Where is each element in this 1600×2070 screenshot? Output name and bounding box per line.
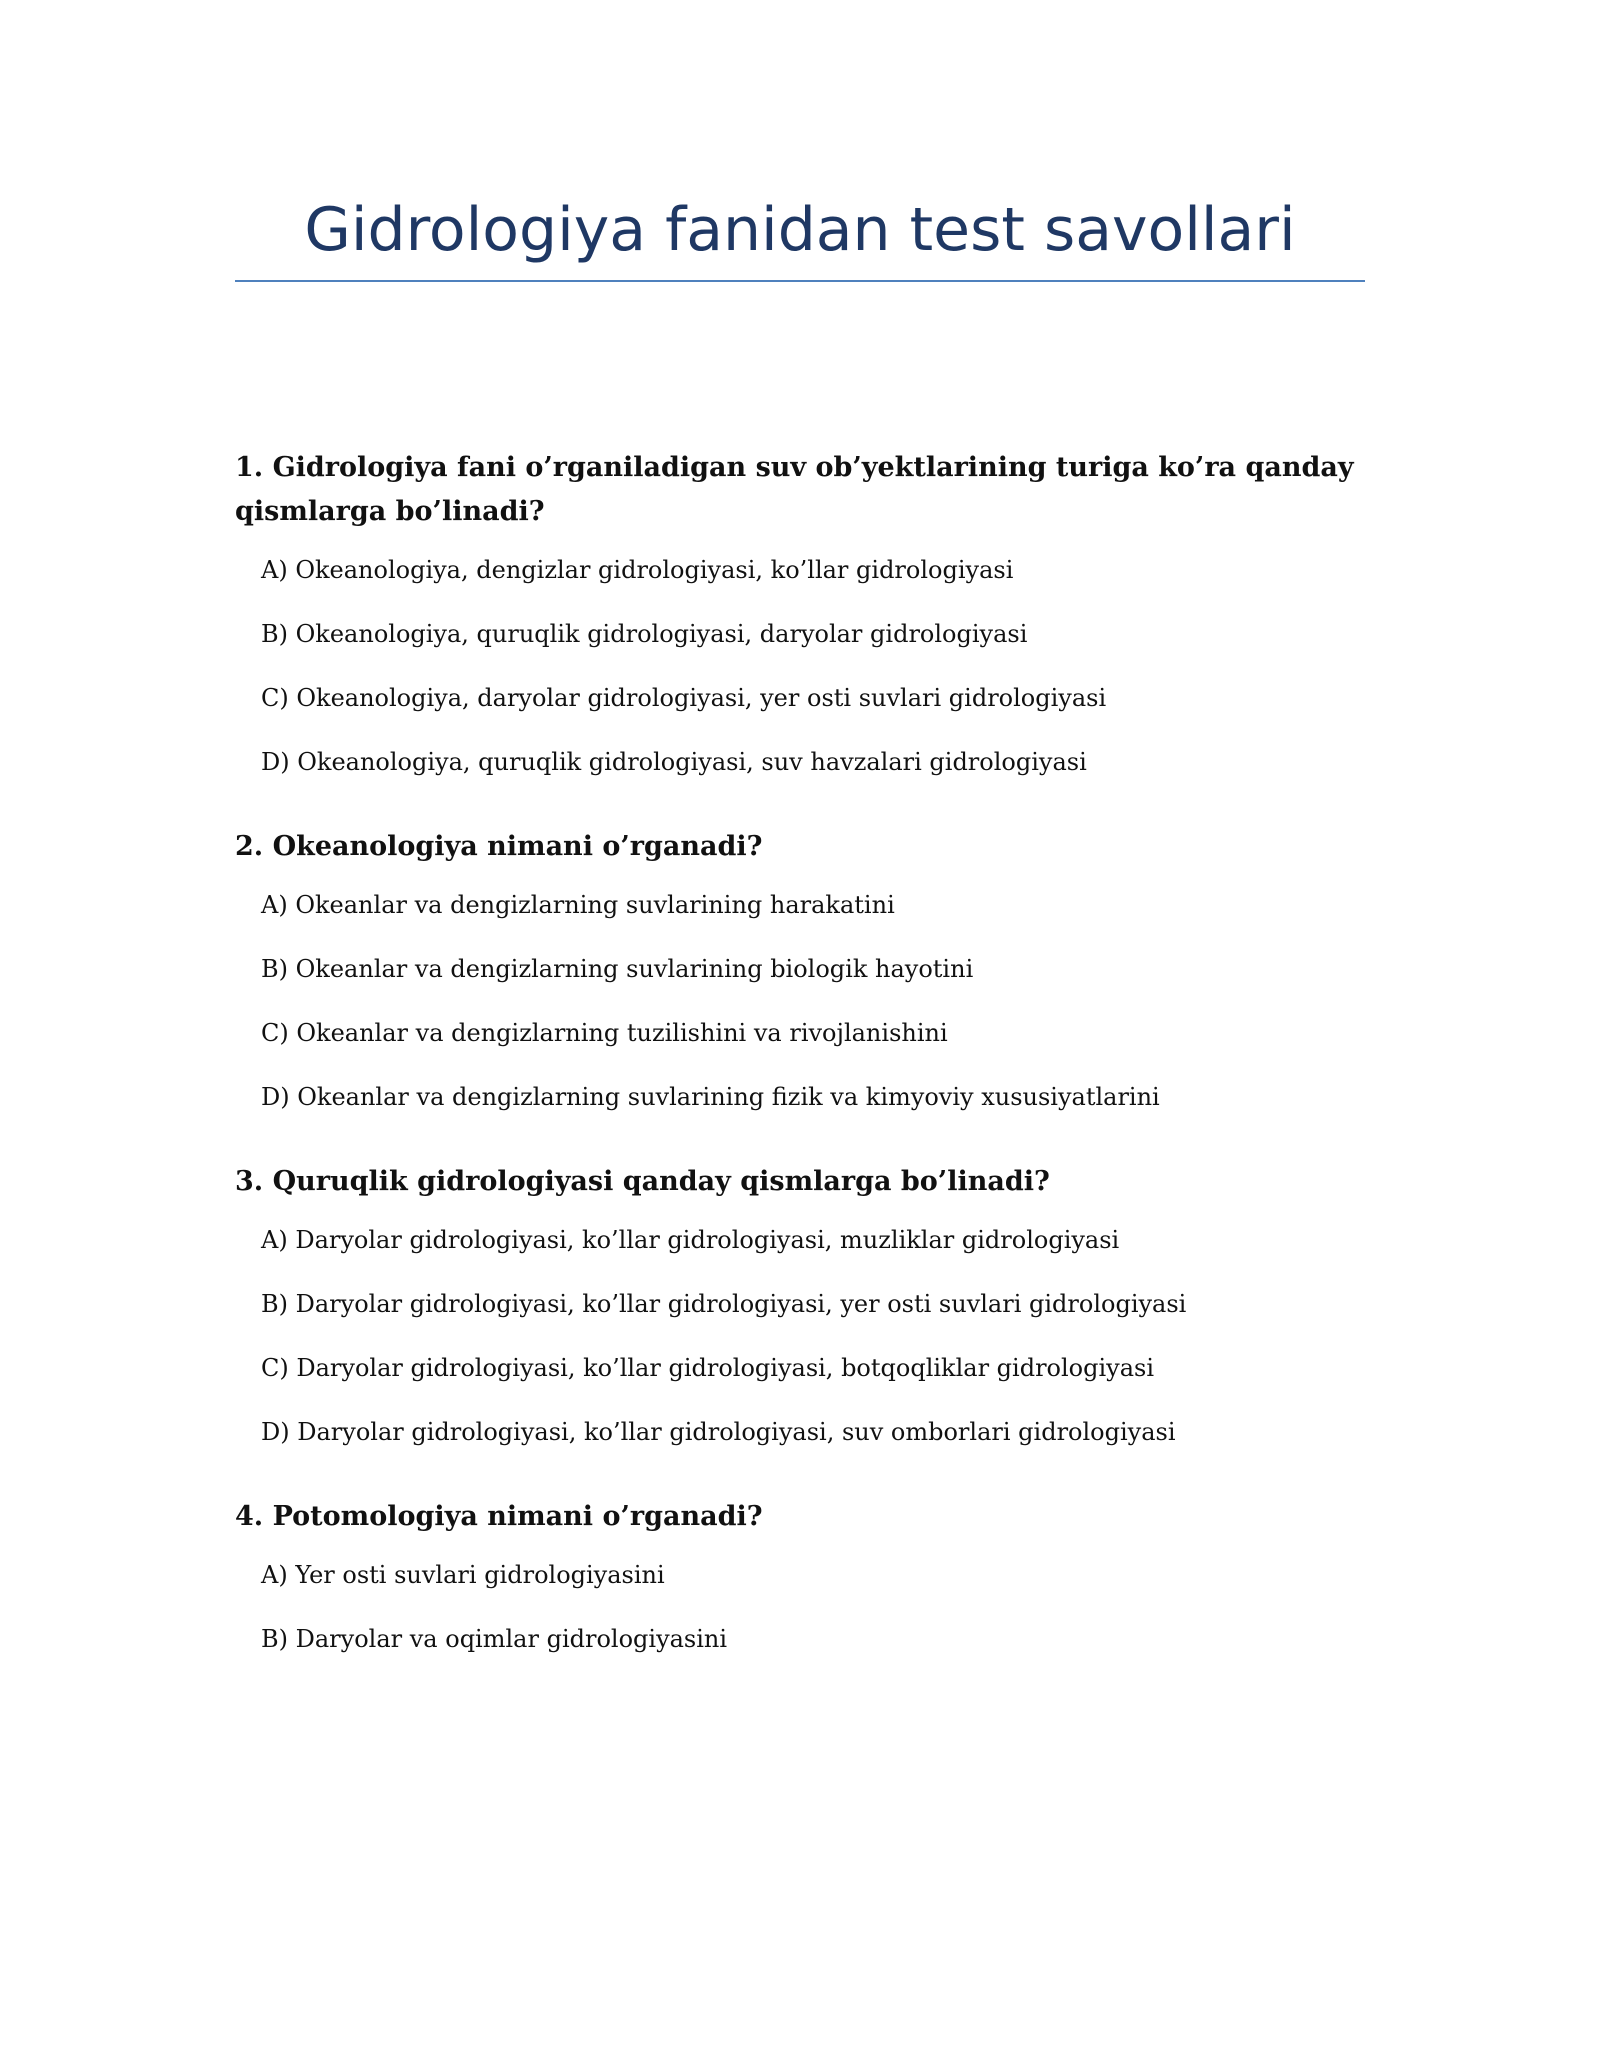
question-3 xyxy=(235,1160,1365,1452)
answer-option-a: A) Daryolar gidrologiyasi, ko’llar gidrologiyasi, muzliklar gidrologiyasi xyxy=(261,1226,1120,1254)
answer-option-d: D) Okeanologiya, quruqlik gidrologiyasi, suv havzalari gidrologiyasi xyxy=(261,748,1087,776)
question-4 xyxy=(235,1495,1365,1659)
question-text: 1. Gidrologiya fani o’rganiladigan suv ob’yektlarining turiga ko’ra qanday qismlarga bo’linadi? xyxy=(235,452,1354,527)
answer-option-c: C) Daryolar gidrologiyasi, ko’llar gidrologiyasi, botqoqliklar gidrologiyasi xyxy=(261,1354,1155,1382)
question-2 xyxy=(235,825,1365,1117)
answer-option-d: D) Daryolar gidrologiyasi, ko’llar gidrologiyasi, suv omborlari gidrologiyasi xyxy=(261,1418,1176,1446)
answer-option-a: A) Okeanologiya, dengizlar gidrologiyasi, ko’llar gidrologiyasi xyxy=(261,556,1014,584)
answer-option-b: B) Daryolar va oqimlar gidrologiyasini xyxy=(261,1625,728,1653)
answer-option-a: A) Okeanlar va dengizlarning suvlarining harakatini xyxy=(261,891,895,919)
document-title: Gidrologiya fanidan test savollari xyxy=(304,195,1296,265)
answer-option-b: B) Daryolar gidrologiyasi, ko’llar gidrologiyasi, yer osti suvlari gidrologiyasi xyxy=(261,1290,1187,1318)
answer-option-d: D) Okeanlar va dengizlarning suvlarining fizik va kimyoviy xususiyatlarini xyxy=(261,1083,1160,1111)
question-text: 4. Potomologiya nimani o’rganadi? xyxy=(235,1501,763,1532)
answer-options xyxy=(235,1555,1365,1659)
answer-option-c: C) Okeanologiya, daryolar gidrologiyasi, yer osti suvlari gidrologiyasi xyxy=(261,684,1107,712)
question-list xyxy=(235,446,1365,1702)
question-text: 3. Quruqlik gidrologiyasi qanday qismlarga bo’linadi? xyxy=(235,1166,1050,1197)
question-text: 2. Okeanologiya nimani o’rganadi? xyxy=(235,831,763,862)
answer-options xyxy=(235,550,1365,782)
answer-option-b: B) Okeanlar va dengizlarning suvlarining biologik hayotini xyxy=(261,955,974,983)
title-underline xyxy=(235,280,1365,282)
answer-options xyxy=(235,1220,1365,1452)
answer-option-b: B) Okeanologiya, quruqlik gidrologiyasi, daryolar gidrologiyasi xyxy=(261,620,1028,648)
answer-options xyxy=(235,885,1365,1117)
answer-option-a: A) Yer osti suvlari gidrologiyasini xyxy=(261,1561,665,1589)
question-1 xyxy=(235,446,1365,782)
answer-option-c: C) Okeanlar va dengizlarning tuzilishini va rivojlanishini xyxy=(261,1019,948,1047)
